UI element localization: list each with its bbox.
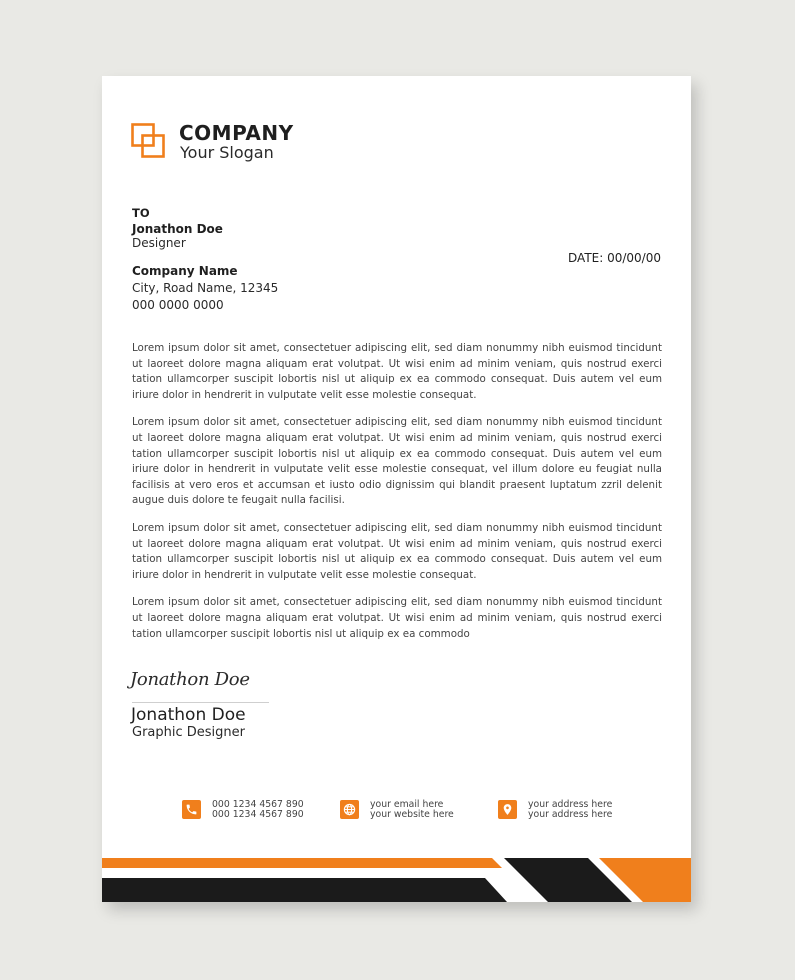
contact-phone-line-2: 000 1234 4567 890 — [212, 809, 304, 820]
body-paragraph: Lorem ipsum dolor sit amet, consectetuer adipiscing elit, sed diam nonummy nibh euismod tincidunt ut laoreet dolore magna aliquam erat volutpat. Ut wisi enim ad minim veniam, quis nostrud exerci tation ullamcorper suscipit lobortis nisl ut aliquip ex ea commodo — [132, 596, 662, 640]
recipient-role: Designer — [132, 236, 186, 250]
footer-band — [102, 856, 691, 902]
signer-title: Graphic Designer — [132, 725, 245, 740]
letterhead-sheet — [102, 76, 691, 902]
globe-icon — [340, 800, 359, 819]
contact-address-line-1: your address here — [528, 799, 613, 810]
recipient-to-label: TO — [132, 206, 150, 220]
contact-address-line-2: your address here — [528, 809, 613, 820]
handwritten-signature: Jonathon Doe — [130, 669, 250, 690]
contact-phone-line-1: 000 1234 4567 890 — [212, 799, 304, 810]
phone-icon — [182, 800, 201, 819]
body-paragraph: Lorem ipsum dolor sit amet, consectetuer adipiscing elit, sed diam nonummy nibh euismod tincidunt ut laoreet dolore magna aliquam erat volutpat. Ut wisi enim ad minim veniam, quis nostrud exerci tation ullamcorper suscipit lobortis nisl ut aliquip ex ea commodo consequat. Duis autem vel eum iriure dolor in hendrerit in vulputate velit esse molestie consequat. — [132, 342, 662, 401]
footer-orange-stripe-left — [102, 858, 502, 868]
sender-address: City, Road Name, 12345 — [132, 281, 279, 295]
body-paragraph: Lorem ipsum dolor sit amet, consectetuer adipiscing elit, sed diam nonummy nibh euismod tincidunt ut laoreet dolore magna aliquam erat volutpat. Ut wisi enim ad minim veniam, quis nostrud exerci tation ullamcorper suscipit lobortis nisl ut aliquip ex ea commodo consequat. Duis autem vel eum iriure dolor in hendrerit in vulputate velit esse molestie consequat, vel illum dolore eu feugiat nulla facilisis at vero eros et accumsan et iusto odio dignissim qui blandit praesent luptatum zzril delenit augue duis dolore te feugait nulla facilisi. — [132, 416, 662, 507]
overlapping-squares-logo-icon — [131, 123, 165, 159]
company-slogan: Your Slogan — [180, 143, 274, 162]
contact-email: your email here — [370, 799, 444, 810]
contact-website: your website here — [370, 809, 454, 820]
company-wordmark: COMPANY — [179, 121, 294, 145]
signer-name: Jonathon Doe — [131, 705, 246, 725]
location-pin-icon — [498, 800, 517, 819]
letter-date: DATE: 00/00/00 — [568, 251, 661, 265]
letter-body — [132, 341, 662, 654]
sender-company-name: Company Name — [132, 264, 238, 278]
signature-divider — [132, 702, 269, 703]
footer-black-bar-left — [102, 878, 507, 902]
body-paragraph: Lorem ipsum dolor sit amet, consectetuer adipiscing elit, sed diam nonummy nibh euismod tincidunt ut laoreet dolore magna aliquam erat volutpat. Ut wisi enim ad minim veniam, quis nostrud exerci tation ullamcorper suscipit lobortis nisl ut aliquip ex ea commodo consequat. Duis autem vel eum iriure dolor in hendrerit in vulputate velit esse molestie consequat. — [132, 521, 662, 581]
sender-phone: 000 0000 0000 — [132, 298, 224, 312]
recipient-name: Jonathon Doe — [132, 222, 223, 236]
